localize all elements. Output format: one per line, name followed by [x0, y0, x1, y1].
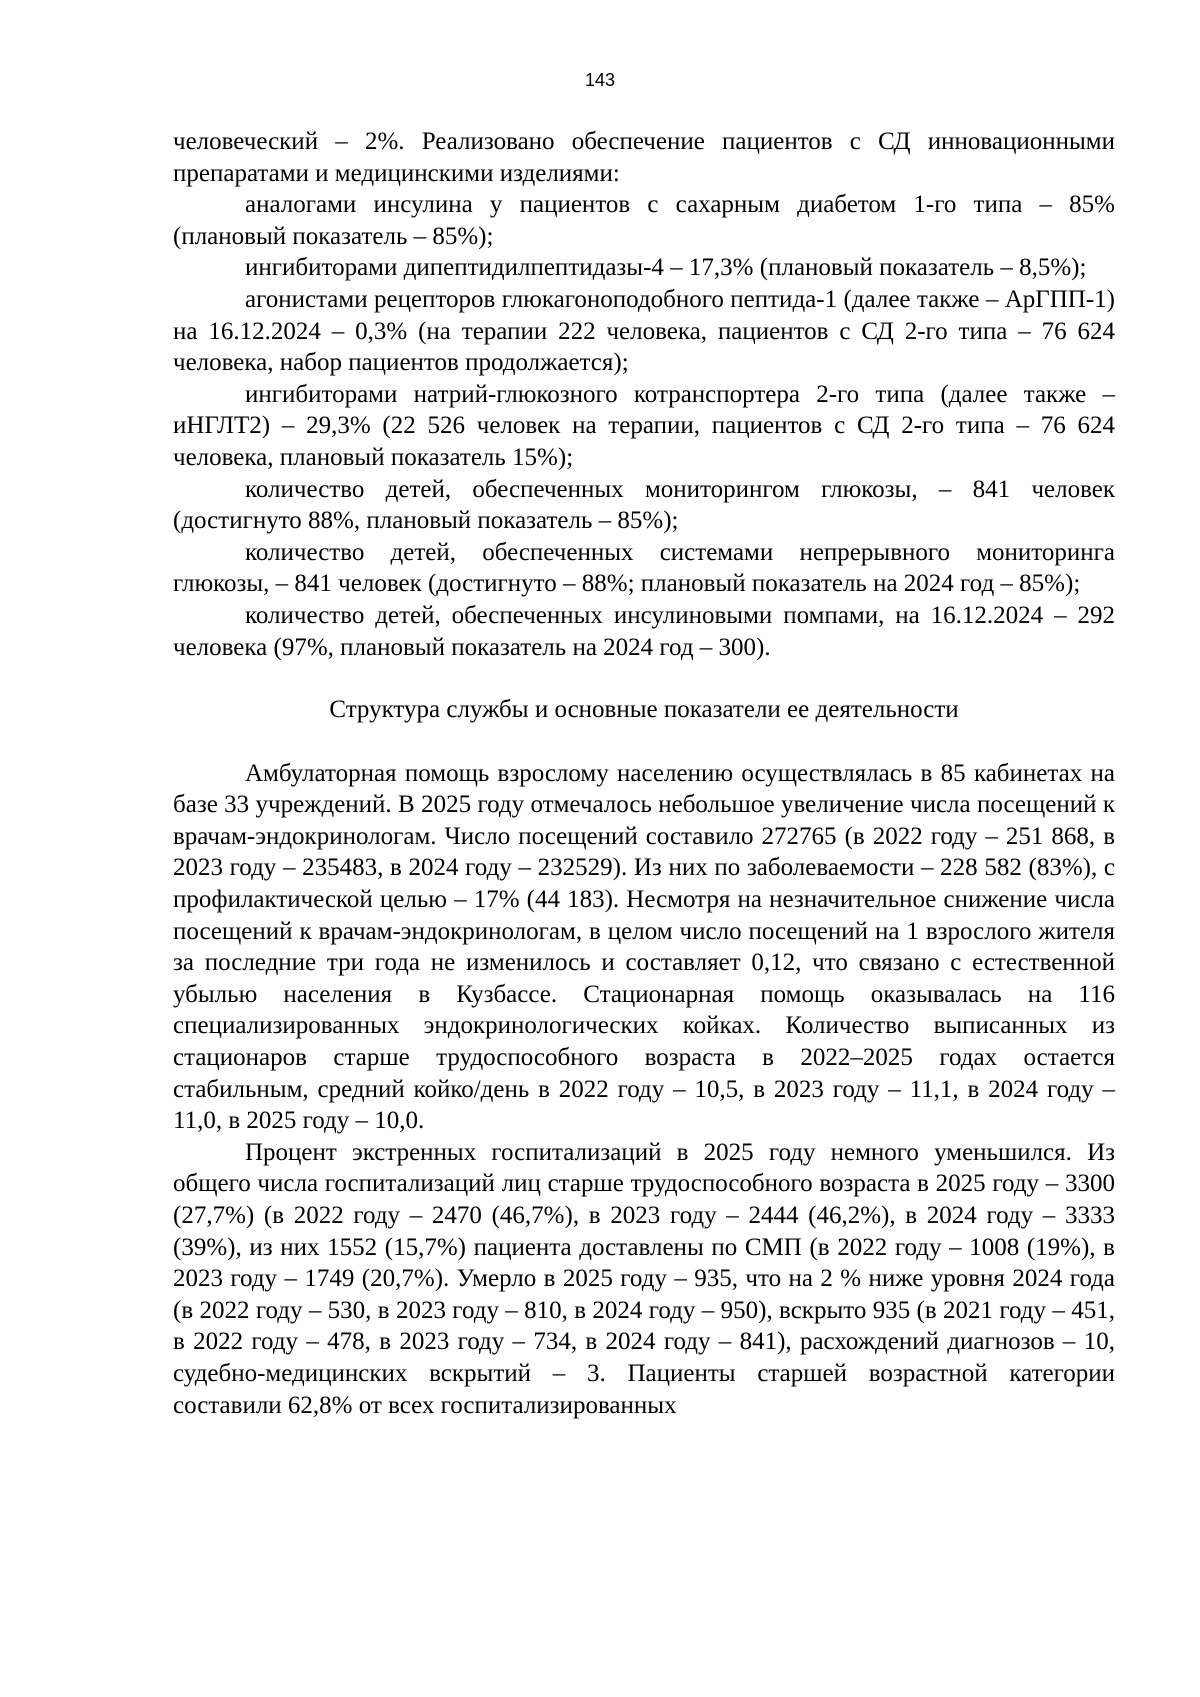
- list-item: количество детей, обеспеченных мониторингом глюкозы, – 841 человек (достигнуто 88%, плановый показатель – 85%);: [173, 475, 1115, 535]
- paragraph: Процент экстренных госпитализаций в 2025 году немного уменьшился. Из общего числа госпитализаций лиц старше трудоспособного возраста в 2025 году – 3300 (27,7%) (в 2022 году – 2470 (46,7%), в 2023 году – 2444 (46,2%), в 2024 году – 3333 (39%), из них 1552 (15,7%) пациента доставлены по СМП (в 2022 году – 1008 (19%), в 2023 году – 1749 (20,7%). Умерло в 2025 году – 935, что на 2 % ниже уровня 2024 года (в 2022 году – 530, в 2023 году – 810, в 2024 году – 950), вскрыто 935 (в 2021 году – 451, в 2022 году – 478, в 2023 году – 734, в 2024 году – 841), расхождений диагнозов – 10, судебно-медицинских вскрытий – 3. Пациенты старшей возрастной категории составили 62,8% от всех госпитализированных: [173, 1138, 1115, 1419]
- list-item: ингибиторами дипептидилпептидазы-4 – 17,3% (плановый показатель – 8,5%);: [245, 254, 1087, 282]
- list-item: аналогами инсулина у пациентов с сахарным диабетом 1-го типа – 85% (плановый показатель – 85%);: [173, 191, 1115, 250]
- list-item: агонистами рецепторов глюкагоноподобного пептида-1 (далее также – АрГПП-1) на 16.12.2024 – 0,3% (на терапии 222 человека, пациентов с СД 2-го типа – 76 624 человека, набор пациентов продолжается);: [173, 285, 1115, 377]
- page-number: 143: [584, 70, 616, 90]
- paragraph: Амбулаторная помощь взрослому населению осуществлялась в 85 кабинетах на базе 33 учреждений. В 2025 году отмечалось небольшое увеличение числа посещений к врачам-эндокринологам. Число посещений составило 272765 (в 2022 году – 251 868, в 2023 году – 235483, в 2024 году – 232529). Из них по заболеваемости – 228 582 (83%), с профилактической целью – 17% (44 183). Несмотря на незначительное снижение числа посещений к врачам-эндокринологам, в целом число посещений на 1 взрослого жителя за последние три года не изменилось и составляет 0,12, что связано с естественной убылью населения в Кузбассе. Стационарная помощь оказывалась на 116 специализированных эндокринологических койках. Количество выписанных из стационаров старше трудоспособного возраста в 2022–2025 годах остается стабильным, средний койко/день в 2022 году – 10,5, в 2023 году – 11,1, в 2024 году – 11,0, в 2025 году – 10,0.: [173, 759, 1115, 1135]
- list-item: ингибиторами натрий-глюкозного котранспортера 2-го типа (далее также – иНГЛТ2) – 29,3% (22 526 человек на терапии, пациентов с СД 2-го типа – 76 624 человека, плановый показатель 15%);: [173, 380, 1115, 471]
- list-item: количество детей, обеспеченных инсулиновыми помпами, на 16.12.2024 – 292 человека (97%, плановый показатель на 2024 год – 300).: [173, 601, 1115, 661]
- page-body: [173, 126, 1115, 1421]
- paragraph: человеческий – 2%. Реализовано обеспечение пациентов с СД инновационными препаратами и медицинскими изделиями:: [173, 128, 1115, 187]
- section-heading: Структура службы и основные показатели ее деятельности: [329, 696, 959, 724]
- list-item: количество детей, обеспеченных системами непрерывного мониторинга глюкозы, – 841 человек (достигнуто – 88%; плановый показатель на 2024 год – 85%);: [173, 538, 1115, 598]
